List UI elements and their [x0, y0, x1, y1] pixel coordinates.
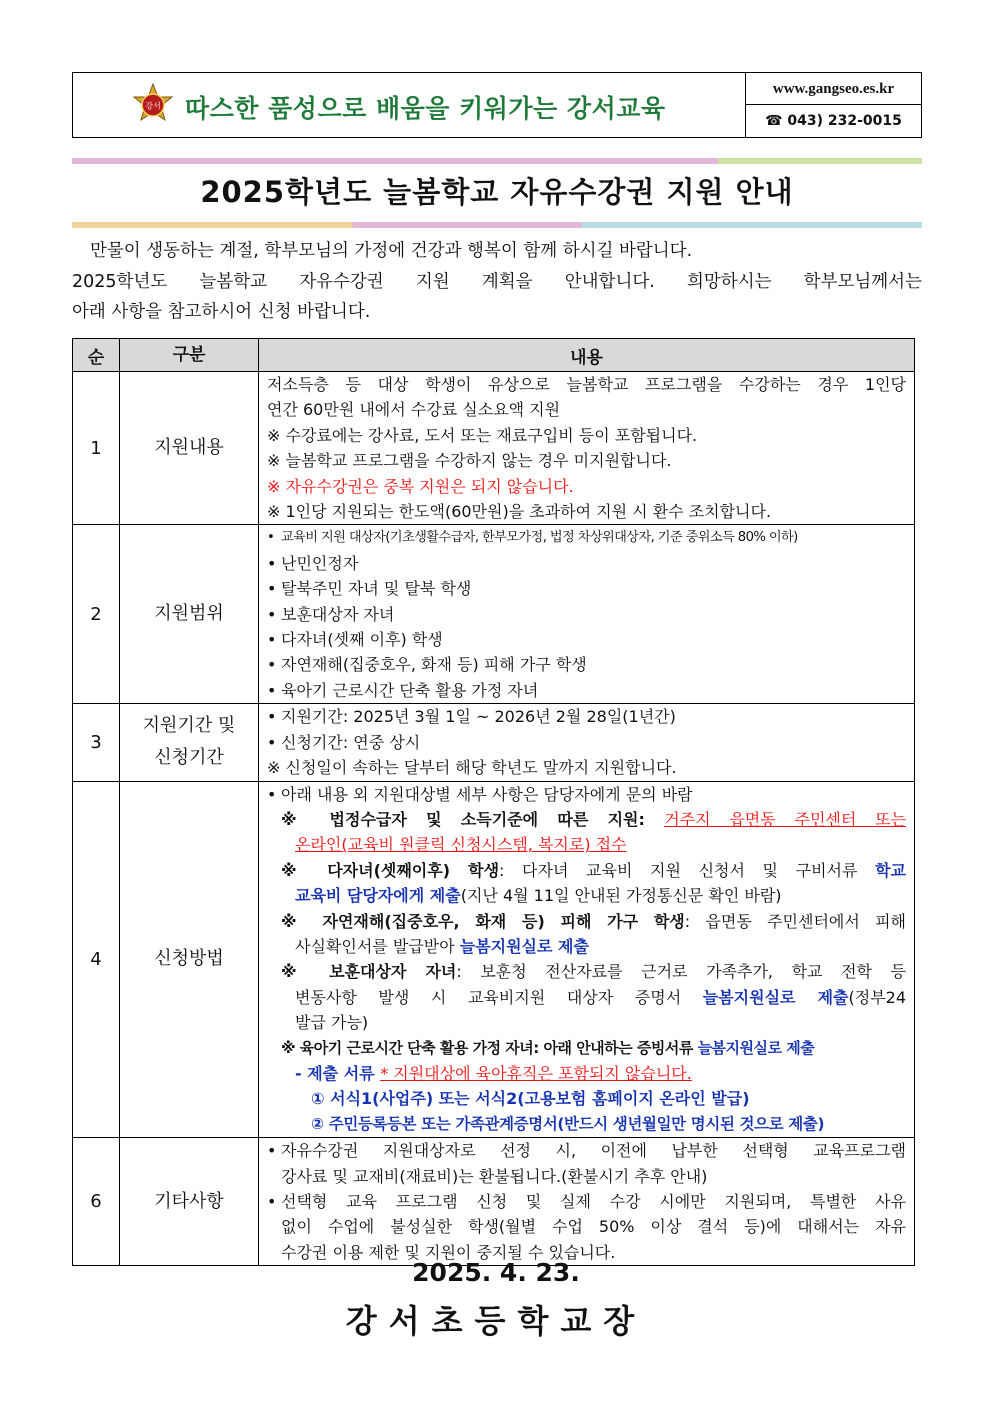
website: www.gangseo.es.kr: [746, 73, 921, 105]
method-f-label: - 제출 서류: [295, 1063, 381, 1083]
row-content: [259, 372, 915, 525]
method-b-mark: ※: [281, 860, 328, 880]
method-g1: ① 서식1(사업주) 또는 서식2(고용보험 홈페이지 온라인 발급): [311, 1089, 750, 1109]
page-title: 2025학년도 늘봄학교 자유수강권 지원 안내: [200, 175, 794, 209]
row-number: 6: [73, 1138, 120, 1266]
category-line-2: 신청기간: [154, 747, 224, 769]
emblem-text: 강서: [145, 101, 161, 111]
method-c-cont: [267, 934, 906, 959]
method-d-text: : 보훈청 전산자료를 근거로 가족추가, 학교 전학 등: [456, 962, 907, 982]
method-g2: ② 주민등록등본 또는 가족관계증명서(반드시 생년월일만 명시된 것으로 제출): [311, 1114, 825, 1133]
method-c-mark: ※: [281, 911, 323, 931]
row-number: 2: [73, 525, 120, 704]
row-category: [120, 704, 259, 781]
list-item: • 다자녀(셋째 이후) 학생: [267, 627, 906, 652]
content-line-warning: ※ 자유수강권은 중복 지원은 되지 않습니다.: [267, 476, 574, 496]
school-emblem-icon: [131, 83, 175, 127]
decor-bar-top: [72, 158, 922, 164]
method-b-target: 학교: [875, 860, 906, 880]
list-item: • 자유수강권 지원대상자로 선정 시, 이전에 납부한 선택형 교육프로그램: [267, 1138, 906, 1163]
list-item: • 난민인정자: [267, 551, 906, 576]
table-row: [73, 372, 915, 525]
method-d-text-3: (정부24: [848, 987, 907, 1007]
content-line: ※ 수강료에는 강사료, 도서 또는 재료구입비 등이 포함됩니다.: [267, 425, 698, 445]
row-number: 1: [73, 372, 120, 525]
method-d: [267, 959, 906, 984]
method-a-colon: :: [638, 809, 665, 829]
contact-box: [745, 73, 921, 137]
content-line: 강사료 및 교재비(재료비)는 환불됩니다.(환불시기 추후 안내): [281, 1166, 708, 1186]
school-header: [72, 72, 922, 138]
method-a: [267, 807, 906, 832]
method-d-target: 늘봄지원실로 제출: [702, 987, 849, 1007]
method-f: [267, 1061, 906, 1086]
content-line: 저소득층 등 대상 학생이 유상으로 늘봄학교 프로그램을 수강하는 경우 1인당: [267, 375, 906, 394]
method-c: [267, 909, 906, 934]
row-category: 기타사항: [120, 1138, 259, 1266]
intro-text-2b: 아래 사항을 참고하시어 신청 바랍니다.: [72, 302, 371, 322]
table-header-row: [73, 339, 915, 372]
header-content: 내용: [259, 339, 915, 372]
content-line: ※ 신청일이 속하는 달부터 해당 학년도 말까지 지원합니다.: [267, 758, 677, 778]
method-b-cont: [267, 883, 906, 908]
method-b-text-2: (지난 4월 11일 안내된 가정통신문 확인 바람): [460, 886, 782, 906]
intro-text-1: 만물이 생동하는 계절, 학부모님의 가정에 건강과 행복이 함께 하시길 바랍니다.: [90, 241, 693, 261]
method-b-text: : 다자녀 교육비 지원 신청서 및 구비서류: [499, 860, 876, 880]
method-d-mark: ※: [281, 962, 330, 982]
signature: 강서초등학교장: [345, 1302, 647, 1340]
info-table: [72, 338, 915, 1266]
list-item: • 탈북주민 자녀 및 탈북 학생: [267, 576, 906, 601]
table-row: [73, 781, 915, 1138]
table-row: [73, 525, 915, 704]
intro-paragraph-2: [72, 267, 922, 327]
method-f-note: * 지원대상에 육아휴직은 포함되지 않습니다.: [380, 1063, 692, 1083]
method-a-mark: ※: [281, 809, 330, 829]
list-item: • 자연재해(집중호우, 화재 등) 피해 가구 학생: [267, 652, 906, 677]
slogan: 따스한 품성으로 배움을 키워가는 강서교육: [185, 94, 666, 123]
table-row: [73, 1138, 915, 1266]
list-item: • 선택형 교육 프로그램 신청 및 실제 수강 시에만 지원되며, 특별한 사유: [267, 1189, 906, 1214]
header-no: 순: [73, 339, 120, 372]
content-line: 연간 60만원 내에서 수강료 실소요액 지원: [267, 400, 561, 420]
issue-date: 2025. 4. 23.: [412, 1258, 580, 1287]
list-item: • 교육비 지원 대상자(기초생활수급자, 한부모가정, 법정 차상위대상자, 기준 중위소득 80% 이하): [267, 525, 906, 550]
method-e-target: 늘봄지원실로 제출: [697, 1038, 815, 1057]
header-category: 구분: [120, 339, 259, 372]
method-b: [267, 858, 906, 883]
method-d-text-4: 발급 가능): [295, 1013, 369, 1033]
table-row: [73, 704, 915, 781]
list-item: • 신청기간: 연중 상시: [267, 730, 906, 755]
intro-text-2a: 2025학년도 늘봄학교 자유수강권 지원 계획을 안내합니다. 희망하시는 학부모님께서는: [72, 272, 922, 292]
category-line-1: 지원기간 및: [142, 715, 236, 737]
method-c-text-2: 사실확인서를 발급받아: [295, 936, 460, 956]
method-a-title: 법정수급자 및 소득기준에 따른 지원: [329, 809, 639, 829]
row-content: [259, 704, 915, 781]
row-number: 4: [73, 781, 120, 1138]
method-c-title: 자연재해(집중호우, 화재 등) 피해 가구 학생: [322, 911, 685, 931]
row-content: [259, 525, 915, 704]
row-category: 신청방법: [120, 781, 259, 1138]
phone: ☎ 043) 232-0015: [765, 113, 902, 129]
row-category: 지원내용: [120, 372, 259, 525]
method-d-cont: [267, 985, 906, 1010]
content-line: ※ 늘봄학교 프로그램을 수강하지 않는 경우 미지원합니다.: [267, 451, 672, 471]
decor-bar-bottom: [72, 222, 922, 228]
row-content: [259, 1138, 915, 1266]
method-a-detail-2: 온라인(교육비 원클릭 신청시스템, 복지로) 접수: [295, 835, 627, 855]
list-item: • 아래 내용 외 지원대상별 세부 사항은 담당자에게 문의 바람: [267, 782, 906, 807]
row-content: [259, 781, 915, 1138]
content-line: 수강권 이용 제한 및 지원이 중지될 수 있습니다.: [281, 1242, 616, 1262]
row-number: 3: [73, 704, 120, 781]
method-b-title: 다자녀(셋째이후) 학생: [327, 860, 500, 880]
method-d-text-2: 변동사항 발생 시 교육비지원 대상자 증명서: [295, 987, 703, 1007]
method-c-target: 늘봄지원실로 제출: [459, 936, 589, 956]
row-category: 지원범위: [120, 525, 259, 704]
method-a-cont: [267, 832, 906, 857]
content-line: ※ 1인당 지원되는 한도액(60만원)을 초과하여 지원 시 환수 조치합니다.: [267, 502, 772, 522]
method-e-title: ※ 육아기 근로시간 단축 활용 가정 자녀: 아래 안내하는 증빙서류: [281, 1038, 698, 1057]
method-a-detail: 거주지 읍면동 주민센터 또는: [664, 809, 907, 829]
method-d-title: 보훈대상자 자녀: [329, 962, 457, 982]
method-e: [267, 1036, 906, 1061]
list-item: • 지원기간: 2025년 3월 1일 ~ 2026년 2월 28일(1년간): [267, 704, 906, 729]
method-b-target-2: 교육비 담당자에게 제출: [295, 886, 461, 906]
method-d-cont-2: [267, 1010, 906, 1035]
content-line: 없이 수업에 불성실한 학생(월별 수업 50% 이상 결석 등)에 대해서는 자유: [281, 1217, 906, 1237]
list-item: • 육아기 근로시간 단축 활용 가정 자녀: [267, 678, 906, 703]
list-item: • 보훈대상자 자녀: [267, 602, 906, 627]
intro-paragraph-1: [72, 236, 922, 266]
method-c-text: : 읍면동 주민센터에서 피해: [684, 911, 907, 931]
